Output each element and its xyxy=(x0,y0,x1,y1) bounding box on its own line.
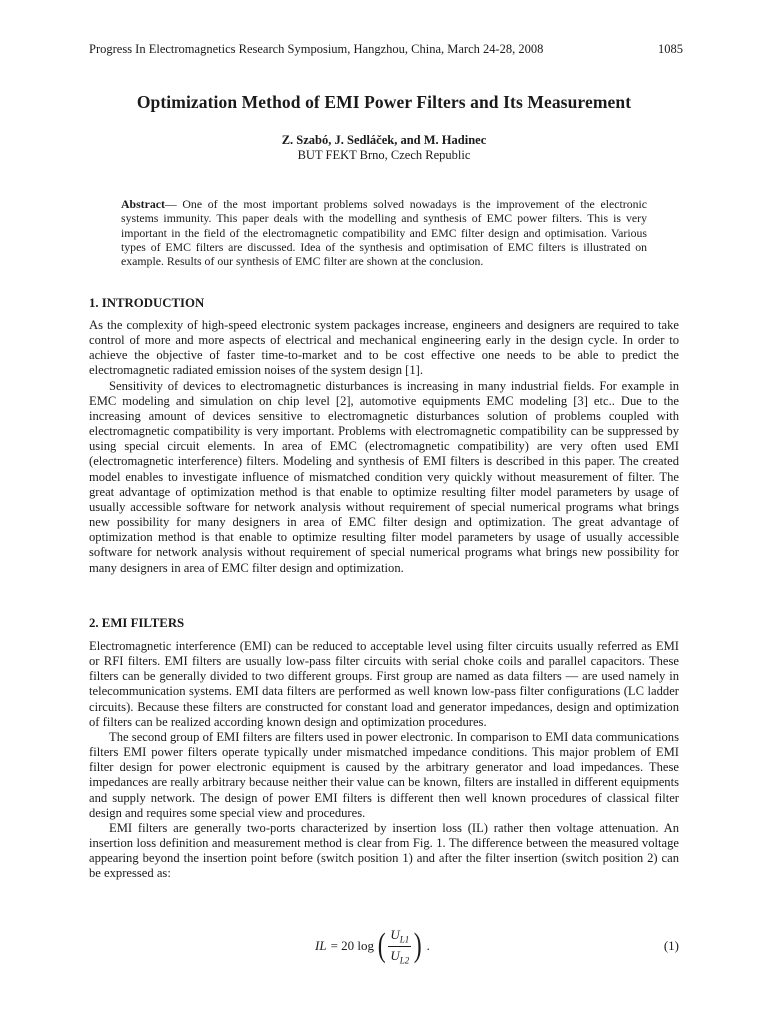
paragraph: As the complexity of high-speed electronic system packages increase, engineers and designers are required to take control of more and more aspects of electrical and mechanical engineering early in the design cycle. In order to achieve the objective of faster time-to-market and to be cost effective one needs to be able to predict the electromagnetic radiated emission noises of the system design [1]. xyxy=(89,318,679,378)
paragraph: Sensitivity of devices to electromagnetic disturbances is increasing in many industrial fields. For example in EMC modeling and simulation on chip level [2], automotive equipments EMC modeling [3] etc.. Due to the increasing amount of devices sensitive to electromagnetic disturbances solution of problems coupled with electromagnetic compatibility is very important. Problems with electromagnetic compatibility can be suppressed by using special circuit elements. In area of EMC (electromagnetic compatibility) are very often used EMI (electromagnetic interference) filters. Modeling and synthesis of EMI filters is described in this paper. The created model enables to investigate influence of mismatched condition very quickly without measurement of filter. The great advantage of optimization method is that enable to optimize resulting filter model parameters by usage of usually accessible software for network analysis without requirement of special numerical programs what brings new possibility for many designers in area of EMC filter design and optimization. The great advantage of optimization method is that enable to optimize resulting filter model parameters by usage of usually accessible software for network analysis without requirement of special numerical programs what brings new possibility for many designers in area of EMC filter design and optimization. xyxy=(89,378,679,575)
fraction-numerator: $U_{L1}$ xyxy=(390,926,410,945)
paper-title: Optimization Method of EMI Power Filters and Its Measurement xyxy=(136,92,632,112)
equation-lhs: IL xyxy=(315,938,327,953)
paragraph: Electromagnetic interference (EMI) can be reduced to acceptable level using filter circuits usually referred as EMI or RFI filters. EMI filters are usually low-pass filter circuits with serial choke coils and parallel capacitors. These filters can be generally divided to two different groups. First group are named as data filters — are used namely in telecommunication systems. EMI data filters are performed as well known low-pass filter configurations (LC ladder circuits). Because these filters are constructed for constant load and generator impedances, design and optimization of filters can be realized according known design and optimization procedures. xyxy=(89,639,679,729)
paragraph: EMI filters are generally two-ports characterized by insertion loss (IL) rather then voltage attenuation. An insertion loss definition and measurement method is clear from Fig. 1. The difference between the measured voltage appearing beyond the insertion point before (switch position 1) and after the filter insertion (switch position 2) can be expressed as: xyxy=(89,820,679,881)
paragraph: The second group of EMI filters are filters used in power electronic. In comparison to EMI data communications filters EMI power filters operate typically under mismatched impedance conditions. This major problem of EMI filter design for power electronic equipment is caused by the arbitrary generator and load impedances. These impedances are really arbitrary because neither their value can be known, filters are installed in different equipments and supply network. The design of power EMI filters is different then well known procedures of classical filter design and requires some special view and procedures. xyxy=(89,729,679,820)
section-body-emi-filters xyxy=(89,639,679,882)
left-paren: ( xyxy=(377,927,386,964)
affiliation: BUT FEKT Brno, Czech Republic xyxy=(297,148,471,162)
equation-coefficient: = 20 log xyxy=(330,938,375,953)
abstract xyxy=(121,197,647,268)
section-body-introduction xyxy=(89,318,679,576)
abstract-label: Abstract xyxy=(121,197,165,211)
equation-trailing: . xyxy=(426,938,430,953)
equation-number: (1) xyxy=(663,938,679,953)
running-header xyxy=(89,42,683,57)
running-title: Progress In Electromagnetics Research Symposium, Hangzhou, China, March 24-28, 2008 xyxy=(89,42,544,56)
equation-body xyxy=(315,924,430,968)
section-heading-emi-filters: 2. EMI FILTERS xyxy=(89,616,185,630)
right-paren: ) xyxy=(413,927,422,964)
page-number: 1085 xyxy=(658,42,683,56)
author-list: Z. Szabó, J. Sedláček, and M. Hadinec xyxy=(281,133,487,147)
abstract-text: — One of the most important problems solved nowadays is the improvement of the electronic systems immunity. This paper deals with the modelling and synthesis of EMC power filters. This is very important in the field of the electromagnetic compatibility and EMC filter design and optimisation. Various types of EMC filters are discussed. Idea of the synthesis and optimisation of EMC filters is illustrated on example. Results of our synthesis of EMC filter are shown at the conclusion. xyxy=(121,197,647,269)
section-heading-introduction: 1. INTRODUCTION xyxy=(89,296,205,310)
equation-fraction xyxy=(388,927,411,965)
equation-1 xyxy=(89,924,679,968)
fraction-denominator: $U_{L2}$ xyxy=(390,947,410,966)
